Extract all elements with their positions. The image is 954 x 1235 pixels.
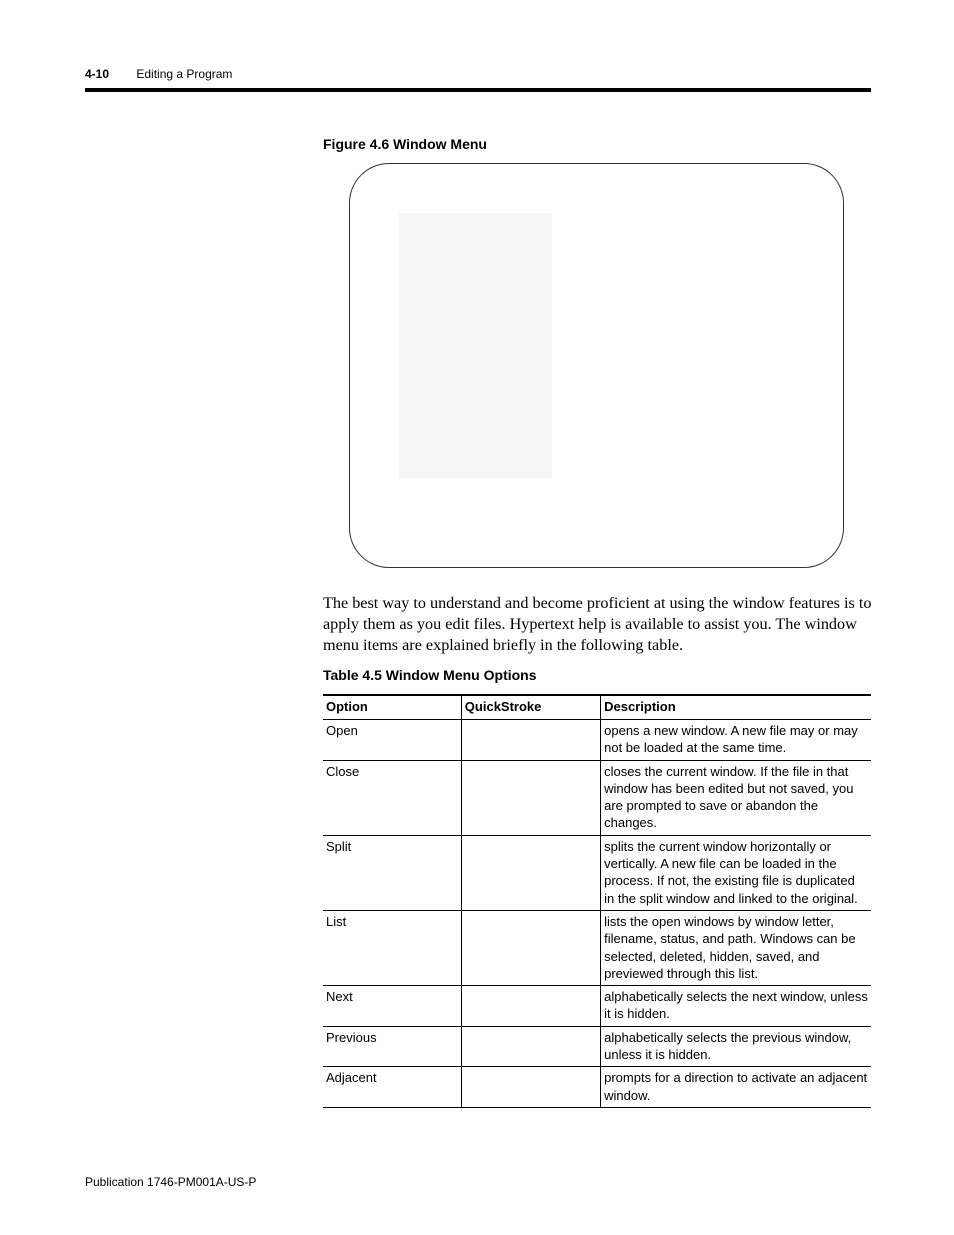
body-paragraph: The best way to understand and become proficient at using the window features is to apply them as you edit files. Hypertext help is available to assist you. The window menu items are explained briefly in the following table. [323,594,872,654]
table-header-row [323,695,871,720]
description-cell: alphabetically selects the previous window, unless it is hidden. [601,1026,871,1067]
table-row [323,760,871,835]
column-header-description: Description [601,695,871,720]
option-cell: Split [323,835,461,910]
figure-caption: Figure 4.6 Window Menu [323,136,487,152]
option-cell: Adjacent [323,1067,461,1108]
table-row [323,835,871,910]
table-row [323,1026,871,1067]
quickstroke-cell [461,835,600,910]
table-row [323,720,871,761]
description-cell: opens a new window. A new file may or may not be loaded at the same time. [601,720,871,761]
publication-footer: Publication 1746-PM001A-US-P [85,1175,257,1189]
quickstroke-cell [461,986,600,1027]
option-cell: Open [323,720,461,761]
page-header [85,67,232,81]
table-row [323,1067,871,1108]
quickstroke-cell [461,720,600,761]
quickstroke-cell [461,760,600,835]
description-cell: lists the open windows by window letter, filename, status, and path. Windows can be selected, deleted, hidden, saved, and previewed through this list. [601,910,871,985]
header-rule [85,88,871,92]
page-number: 4-10 [85,67,110,81]
description-cell: prompts for a direction to activate an adjacent window. [601,1067,871,1108]
description-cell: closes the current window. If the file in that window has been edited but not saved, you are prompted to save or abandon the changes. [601,760,871,835]
description-cell: splits the current window horizontally or vertically. A new file can be loaded in the process. If not, the existing file is duplicated in the split window and linked to the original. [601,835,871,910]
table-caption: Table 4.5 Window Menu Options [323,667,537,683]
option-cell: Next [323,986,461,1027]
column-header-quickstroke: QuickStroke [461,695,600,720]
option-cell: Close [323,760,461,835]
table-row [323,910,871,985]
table-row [323,986,871,1027]
option-cell: Previous [323,1026,461,1067]
section-title: Editing a Program [136,67,233,81]
window-menu-image [399,213,552,478]
description-cell: alphabetically selects the next window, unless it is hidden. [601,986,871,1027]
quickstroke-cell [461,1067,600,1108]
window-menu-options-table [323,694,871,1108]
quickstroke-cell [461,1026,600,1067]
option-cell: List [323,910,461,985]
column-header-option: Option [323,695,461,720]
quickstroke-cell [461,910,600,985]
